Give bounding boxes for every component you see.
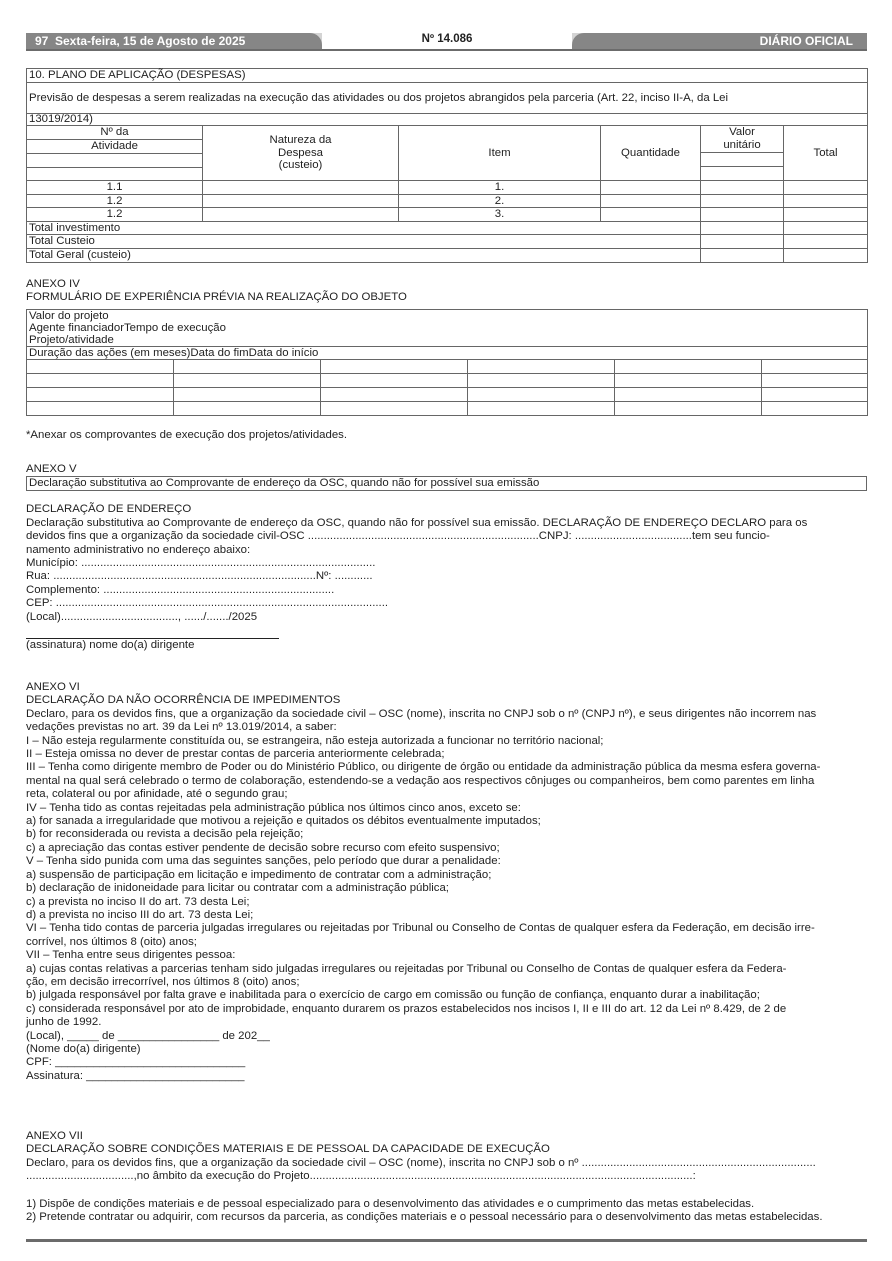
annex-6-line: VII – Tenha entre seus dirigentes pessoa:	[26, 949, 236, 962]
header-activity: Nº da Atividade	[27, 126, 203, 181]
annex-6-line: III – Tenha como dirigente membro de Poder ou do Ministério Público, ou dirigente de órgão ou entidade da administração pública da mesma esfera governa-	[26, 761, 821, 774]
signature-label: (assinatura) nome do(a) dirigente	[26, 639, 195, 652]
annex-6-line: b) julgada responsável por falta grave e inabilitada para o exercício de cargo em comissão ou função de confiança, enquanto durar a inabilitação;	[26, 989, 760, 1002]
annex-6	[26, 681, 867, 1083]
annex-6-line: mental na qual será celebrado o termo de colaboração, estendendo-se a vedação aos respectivos cônjuges ou companheiros, bem como parentes em linha	[26, 774, 815, 787]
annex-6-line: IV – Tenha tido as contas rejeitadas pela administração pública nos últimos cinco anos, exceto se:	[26, 801, 521, 814]
total-row: Total Geral (custeio)	[27, 248, 868, 262]
annex-7-title: DECLARAÇÃO SOBRE CONDIÇÕES MATERIAIS E DE PESSOAL DA CAPACIDADE DE EXECUÇÃO	[26, 1143, 550, 1156]
header-nature: Natureza da Despesa (custeio)	[203, 126, 399, 181]
annex-6-line: a) for sanada a irregularidade que motivou a rejeição e quitados os débitos eventualmente imputados;	[26, 815, 541, 828]
plan-description-cont: 13019/2014)	[27, 114, 868, 126]
annex-6-line: b) for reconsiderada ou revista a decisão pela rejeição;	[26, 828, 304, 841]
annex-6-label: ANEXO VI	[26, 681, 80, 693]
plan-title: 10. PLANO DE APLICAÇÃO (DESPESAS)	[27, 69, 868, 83]
header-unit-value: Valor unitário	[701, 126, 784, 181]
annex-6-line: a) suspensão de participação em licitação e impedimento de contratar com a administração;	[26, 868, 492, 881]
header-total: Total	[784, 126, 868, 181]
annex-6-line: c) a apreciação das contas estiver pendente de decisão sobre recurso com efeito suspensivo;	[26, 841, 500, 854]
annex-6-line: d) a prevista no inciso III do art. 73 desta Lei;	[26, 908, 254, 921]
annex-6-title: DECLARAÇÃO DA NÃO OCORRÊNCIA DE IMPEDIMENTOS	[26, 694, 341, 707]
annex-4-title: FORMULÁRIO DE EXPERIÊNCIA PRÉVIA NA REALIZAÇÃO DO OBJETO	[26, 291, 407, 304]
annex-6-line: junho de 1992.	[26, 1016, 102, 1029]
annex-6-line: CPF: ______________________________	[26, 1056, 246, 1069]
edition-number: Nº 14.086	[421, 33, 473, 45]
bottom-rule	[26, 1239, 867, 1242]
page-number: 97	[35, 34, 49, 48]
annex-6-line: reta, colateral ou por afinidade, até o segundo grau;	[26, 788, 288, 801]
header-quantity: Quantidade	[601, 126, 701, 181]
plan-section	[26, 68, 867, 263]
page-header	[26, 33, 867, 51]
annex-4-note: *Anexar os comprovantes de execução dos projetos/atividades.	[26, 428, 348, 441]
annex-6-line: II – Esteja omissa no dever de prestar contas de parceria anteriormente celebrada;	[26, 748, 445, 761]
publication-title: DIÁRIO OFICIAL	[759, 34, 853, 48]
annex-7-label: ANEXO VII	[26, 1130, 83, 1142]
annex-6-line: VI – Tenha tido contas de parceria julgadas irregulares ou rejeitadas por Tribunal ou Conselho de Contas de qualquer esfera da Federação, em decisão irre-	[26, 922, 815, 935]
annex-6-line: (Local), _____ de ________________ de 202__	[26, 1029, 270, 1042]
annex-5-box: Declaração substitutiva ao Comprovante de endereço da OSC, quando não for possível sua emissão	[26, 476, 867, 491]
annex-6-line: ção, em decisão irrecorrível, nos últimos 8 (oito) anos;	[26, 975, 300, 988]
annex-6-line: a) cujas contas relativas a parcerias tenham sido julgadas irregulares ou rejeitadas por Tribunal ou Conselho de Contas de qualquer esfera da Federa-	[26, 962, 787, 975]
annex-6-line: V – Tenha sido punida com uma das seguintes sanções, pelo período que durar a penalidade:	[26, 855, 501, 868]
annex-6-line: c) considerada responsável por ato de improbidade, enquanto durarem os prazos estabelecidos nos incisos I, II e III do art. 12 da Lei nº 8.429, de 2 de	[26, 1002, 787, 1015]
header-item: Item	[399, 126, 601, 181]
plan-table	[26, 68, 868, 263]
experience-table: Valor do projeto Agente financiadorTempo de execução Projeto/atividade Duração das ações (em meses)Data do fimData do início	[26, 309, 868, 416]
annex-6-line: I – Não esteja regularmente constituída ou, se estrangeira, não esteja autorizada a funcionar no território nacional;	[26, 734, 604, 747]
annex-6-line: c) a prevista no inciso II do art. 73 desta Lei;	[26, 895, 250, 908]
annex-4	[26, 278, 867, 442]
annex-5: ANEXO V Declaração substitutiva ao Comprovante de endereço da OSC, quando não for possível sua emissão DECLARAÇÃO DE ENDEREÇO Declaração substitutiva ao Comprovante de endereço da OSC, quando não for possível sua emissão. DECLARAÇÃO DE ENDEREÇO DECLARO para os devidos fins que a organização da sociedade civil-OSC .........................................................................CNPJ: .....................................tem seu funcio- namento administrativo no endereço abaixo: Município: ............................................................................................. Rua: ...................................................................................Nº: ............ Complemento: ......................................................................... CEP: ......................................................................................................... (Local)....................................., ....../......./2025 (assinatura) nome do(a) dirigente	[26, 463, 867, 652]
annex-6-line: b) declaração de inidoneidade para licitar ou contratar com a administração pública;	[26, 882, 449, 895]
table-row: 1.1 1.	[27, 181, 868, 195]
annex-6-line: corrível, nos últimos 8 (oito) anos;	[26, 935, 197, 948]
plan-description: Previsão de despesas a serem realizadas na execução das atividades ou dos projetos abrangidos pela parceria (Art. 22, inciso II-A, da Lei	[27, 83, 868, 114]
total-row: Total Custeio	[27, 235, 868, 249]
annex-4-label: ANEXO IV	[26, 278, 80, 290]
total-row: Total investimento	[27, 221, 868, 235]
header-date: Sexta-feira, 15 de Agosto de 2025	[55, 34, 246, 48]
table-row: 1.2 2.	[27, 194, 868, 208]
annex-6-line: Assinatura: _________________________	[26, 1069, 245, 1082]
annex-5-label: ANEXO V	[26, 463, 77, 475]
annex-6-line: Declaro, para os devidos fins, que a organização da sociedade civil – OSC (nome), inscrita no CNPJ sob o nº (CNPJ nº), e seus dirigentes não incorrem nas	[26, 707, 817, 720]
table-row: 1.2 3.	[27, 208, 868, 222]
annex-7: ANEXO VII DECLARAÇÃO SOBRE CONDIÇÕES MATERIAIS E DE PESSOAL DA CAPACIDADE DE EXECUÇÃO Declaro, para os devidos fins, que a organização da sociedade civil – OSC (nome), inscrita no CNPJ sob o nº .......................................................................... ..................................,no âmbito da execução do Projeto.........................................................................................................................: 1) Dispõe de condições materiais e de pessoal especializado para o desenvolvimento das atividades e o cumprimento das metas estabelecidas. 2) Pretende contratar ou adquirir, com recursos da parceria, as condições materiais e o pessoal necessário para o desenvolvimento das metas estabelecidas.	[26, 1130, 867, 1224]
annex-6-body	[26, 708, 867, 1083]
annex-6-line: vedações previstas no art. 39 da Lei nº 13.019/2014, a saber:	[26, 721, 337, 734]
annex-6-line: (Nome do(a) dirigente)	[26, 1042, 141, 1055]
annex-5-title: DECLARAÇÃO DE ENDEREÇO	[26, 503, 192, 516]
